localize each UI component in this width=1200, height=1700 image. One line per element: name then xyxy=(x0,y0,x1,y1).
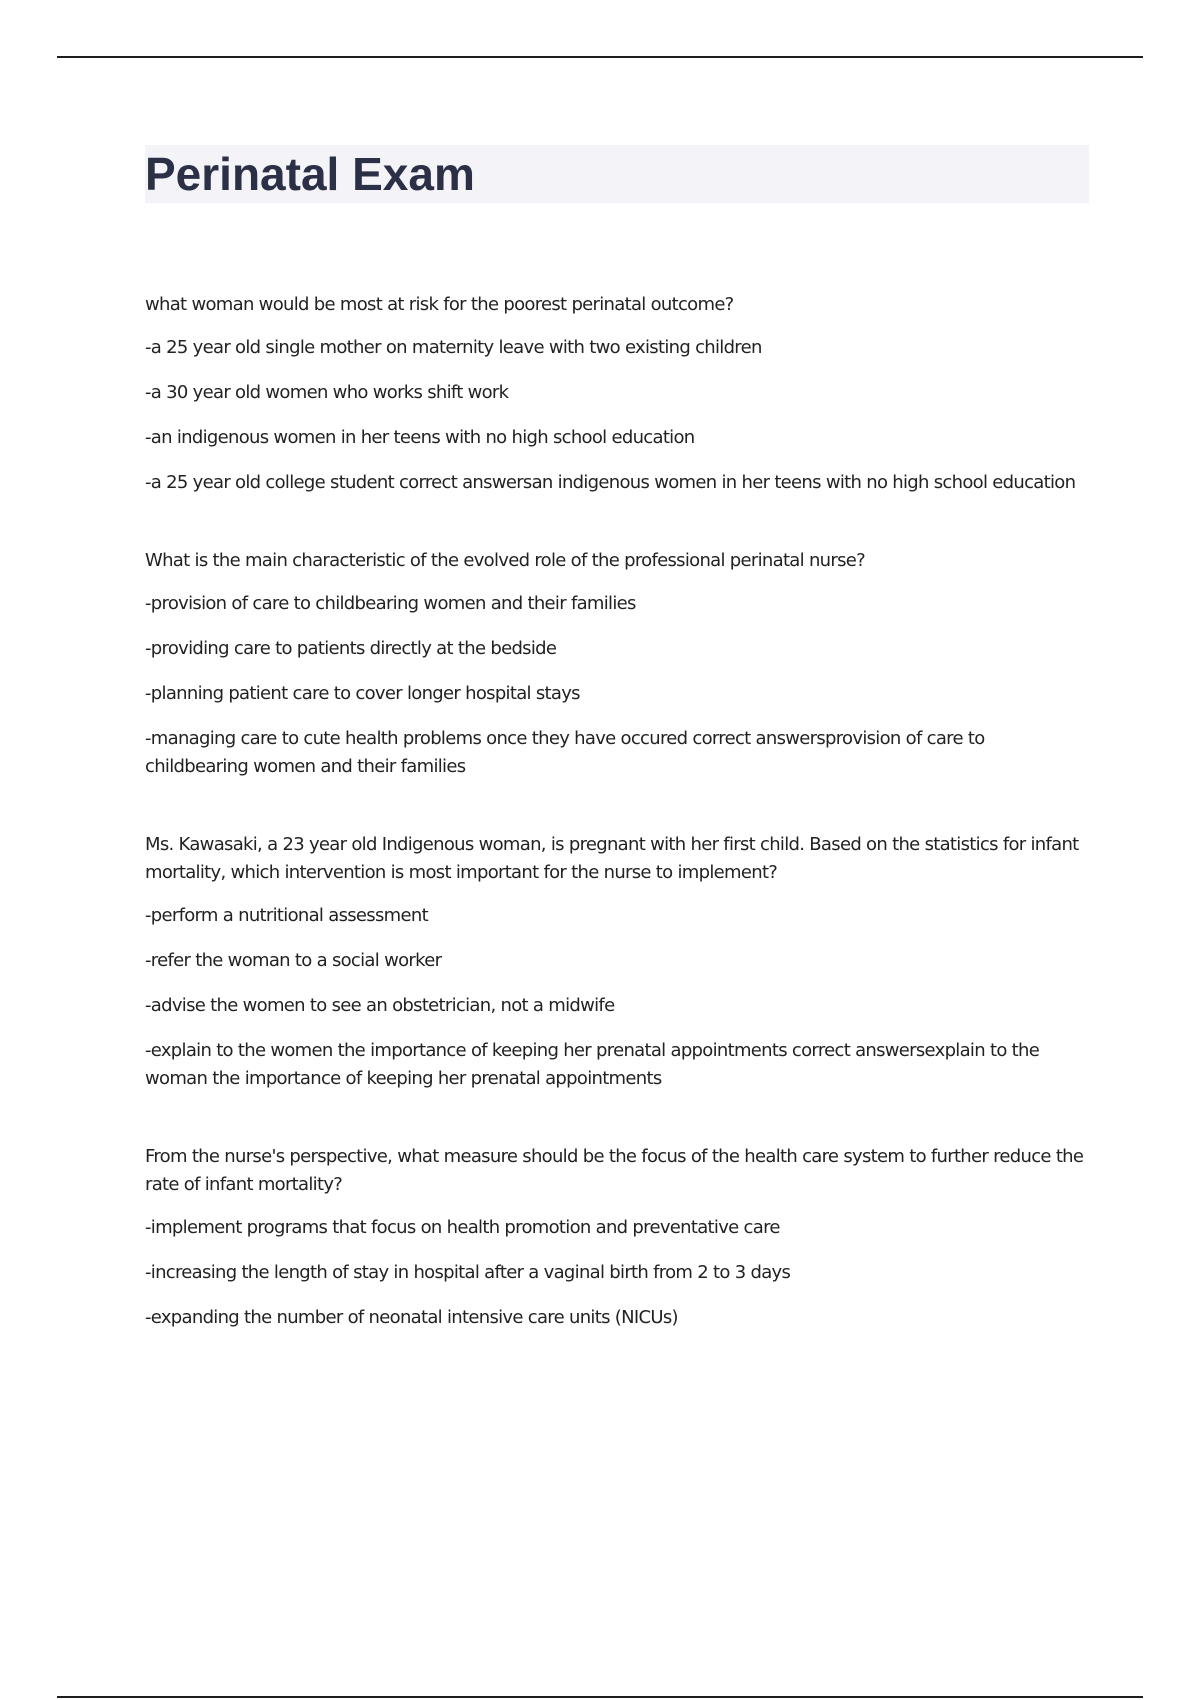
question-text: What is the main characteristic of the evolved role of the professional perinatal nurse? xyxy=(145,550,865,571)
question-block xyxy=(145,291,1089,497)
question-block xyxy=(145,1143,1089,1332)
bottom-rule xyxy=(57,1696,1143,1698)
question-block xyxy=(145,831,1089,1093)
document-body xyxy=(145,291,1089,1382)
answer-option: -refer the woman to a social worker xyxy=(145,950,442,971)
answer-option: -planning patient care to cover longer hospital stays xyxy=(145,683,580,704)
answer-option: -managing care to cute health problems once they have occured correct answersprovision of care to childbearing women and their families xyxy=(145,728,985,777)
answer-option: -a 25 year old single mother on maternity leave with two existing children xyxy=(145,337,762,358)
answer-option: -implement programs that focus on health promotion and preventative care xyxy=(145,1217,780,1238)
answer-option: -providing care to patients directly at the bedside xyxy=(145,638,557,659)
top-rule xyxy=(57,56,1143,58)
question-text: what woman would be most at risk for the poorest perinatal outcome? xyxy=(145,294,734,315)
question-text: Ms. Kawasaki, a 23 year old Indigenous woman, is pregnant with her first child. Based on the statistics for infant mortality, which intervention is most important for the nurse to implement? xyxy=(145,834,1079,883)
answer-option: -provision of care to childbearing women and their families xyxy=(145,593,636,614)
answer-option: -perform a nutritional assessment xyxy=(145,905,428,926)
question-text: From the nurse's perspective, what measure should be the focus of the health care system to further reduce the rate of infant mortality? xyxy=(145,1146,1084,1195)
answer-option: -advise the women to see an obstetrician, not a midwife xyxy=(145,995,615,1016)
question-block xyxy=(145,547,1089,781)
answer-option: -explain to the women the importance of keeping her prenatal appointments correct answersexplain to the woman the importance of keeping her prenatal appointments xyxy=(145,1040,1040,1089)
page-title: Perinatal Exam xyxy=(145,148,475,200)
answer-option: -an indigenous women in her teens with no high school education xyxy=(145,427,695,448)
answer-option: -increasing the length of stay in hospital after a vaginal birth from 2 to 3 days xyxy=(145,1262,791,1283)
answer-option: -expanding the number of neonatal intensive care units (NICUs) xyxy=(145,1307,678,1328)
answer-option: -a 30 year old women who works shift work xyxy=(145,382,509,403)
answer-option: -a 25 year old college student correct answersan indigenous women in her teens with no high school education xyxy=(145,472,1076,493)
